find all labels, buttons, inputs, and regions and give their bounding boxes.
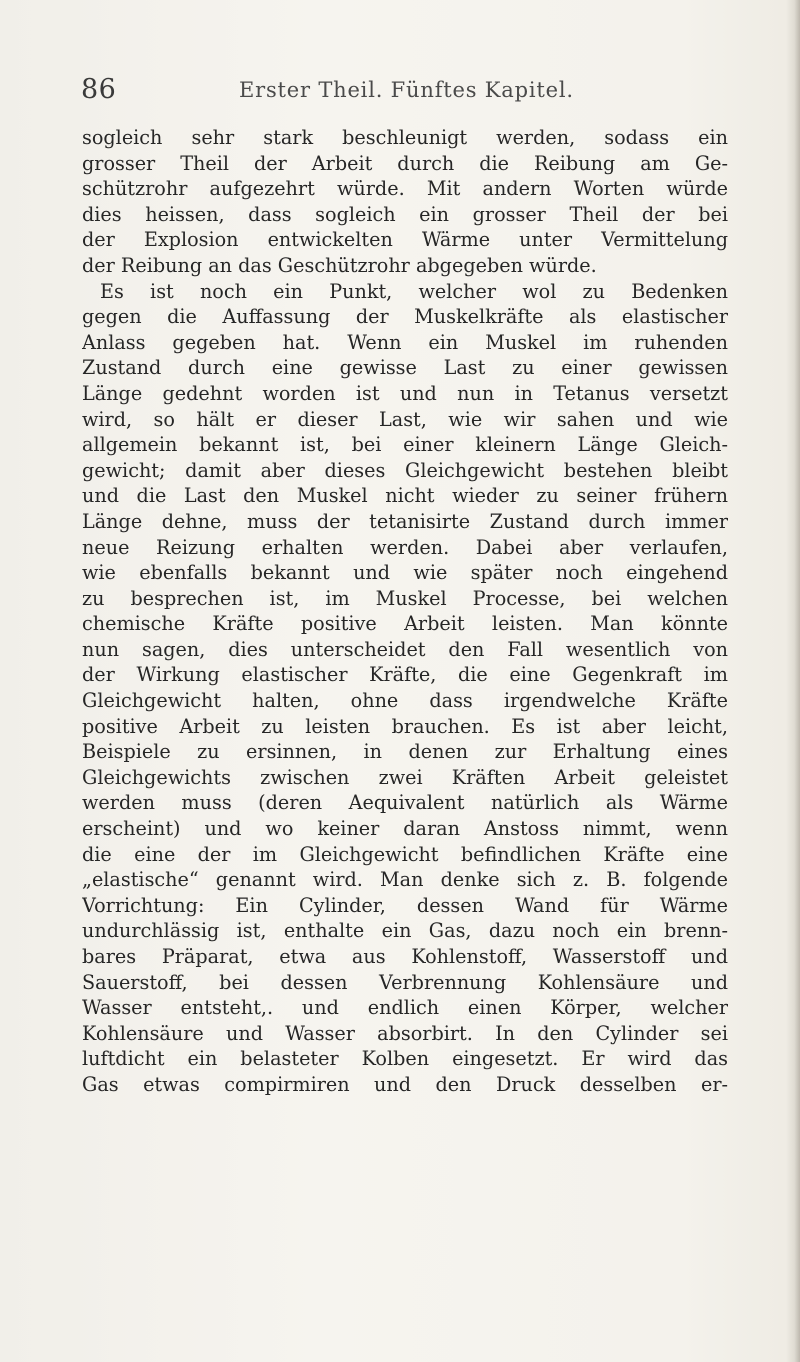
- body-text: [82, 125, 728, 1098]
- text-line: wie ebenfalls bekannt und wie später noch eingehend: [82, 561, 728, 585]
- text-line: wird, so hält er dieser Last, wie wir sahen und wie: [82, 407, 728, 431]
- text-line: Anlass gegeben hat. Wenn ein Muskel im ruhenden: [82, 330, 728, 354]
- text-line: die eine der im Gleichgewicht befindlichen Kräfte eine: [82, 842, 728, 866]
- text-line: Es ist noch ein Punkt, welcher wol zu Bedenken: [100, 279, 728, 303]
- text-line: Gas etwas compirmiren und den Druck desselben er-: [82, 1072, 728, 1096]
- text-line: Beispiele zu ersinnen, in denen zur Erhaltung eines: [82, 740, 728, 764]
- text-line: der Reibung an das Geschützrohr abgegeben würde.: [82, 253, 597, 277]
- text-line: und die Last den Muskel nicht wieder zu seiner frühern: [82, 484, 728, 508]
- text-line: luftdicht ein belasteter Kolben eingesetzt. Er wird das: [82, 1047, 728, 1071]
- running-head: [81, 72, 726, 112]
- text-line: Länge gedehnt worden ist und nun in Tetanus versetzt: [82, 381, 728, 405]
- text-line: grosser Theil der Arbeit durch die Reibung am Ge-: [82, 151, 728, 175]
- text-line: undurchlässig ist, enthalte ein Gas, dazu noch ein brenn-: [82, 919, 728, 943]
- text-line: Wasser entsteht,. und endlich einen Körper, welcher: [82, 996, 728, 1020]
- text-line: Zustand durch eine gewisse Last zu einer gewissen: [82, 356, 728, 380]
- text-line: schützrohr aufgezehrt würde. Mit andern Worten würde: [82, 177, 728, 201]
- running-title: Erster Theil. Fünftes Kapitel.: [239, 78, 574, 102]
- text-line: dies heissen, dass sogleich ein grosser Theil der bei: [82, 202, 728, 226]
- text-line: positive Arbeit zu leisten brauchen. Es ist aber leicht,: [82, 714, 728, 738]
- text-line: zu besprechen ist, im Muskel Processe, bei welchen: [82, 586, 728, 610]
- page-edge-shadow: [786, 0, 800, 1362]
- text-line: der Explosion entwickelten Wärme unter Vermittelung: [82, 228, 728, 252]
- text-line: Kohlensäure und Wasser absorbirt. In den Cylinder sei: [82, 1021, 728, 1045]
- text-line: „elastische“ genannt wird. Man denke sich z. B. folgende: [82, 868, 728, 892]
- text-line: bares Präparat, etwa aus Kohlenstoff, Wasserstoff und: [82, 945, 728, 968]
- text-line: Vorrichtung: Ein Cylinder, dessen Wand für Wärme: [82, 893, 728, 917]
- text-line: Länge dehne, muss der tetanisirte Zustand durch immer: [82, 509, 728, 533]
- text-line: nun sagen, dies unterscheidet den Fall wesentlich von: [82, 637, 728, 661]
- text-line: Sauerstoff, bei dessen Verbrennung Kohlensäure und: [82, 970, 728, 994]
- text-line: neue Reizung erhalten werden. Dabei aber verlaufen,: [82, 535, 728, 559]
- text-line: werden muss (deren Aequivalent natürlich als Wärme: [82, 791, 728, 815]
- text-line: erscheint) und wo keiner daran Anstoss nimmt, wenn: [82, 817, 728, 841]
- text-line: gewicht; damit aber dieses Gleichgewicht bestehen bleibt: [82, 458, 728, 482]
- page-number: 86: [81, 74, 117, 105]
- text-line: sogleich sehr stark beschleunigt werden, sodass ein: [82, 126, 728, 149]
- text-line: Gleichgewicht halten, ohne dass irgendwelche Kräfte: [82, 689, 728, 713]
- text-line: Gleichgewichts zwischen zwei Kräften Arbeit geleistet: [82, 765, 728, 789]
- text-line: der Wirkung elastischer Kräfte, die eine Gegenkraft im: [82, 663, 728, 687]
- text-line: allgemein bekannt ist, bei einer kleinern Länge Gleich-: [82, 433, 728, 457]
- text-line: gegen die Auffassung der Muskelkräfte als elastischer: [82, 305, 728, 329]
- text-line: chemische Kräfte positive Arbeit leisten. Man könnte: [82, 612, 728, 636]
